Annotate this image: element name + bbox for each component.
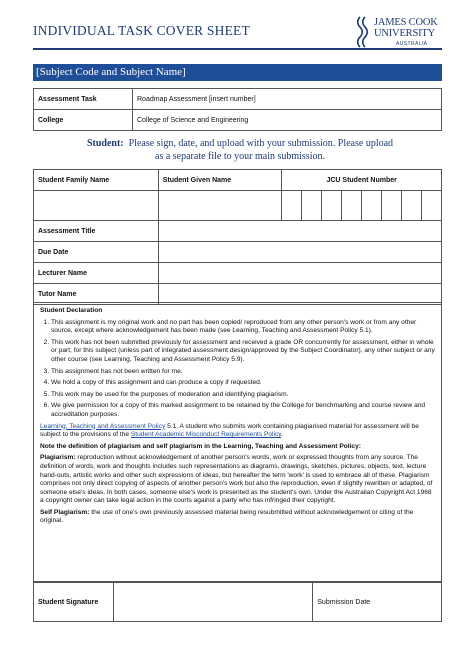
table-row [34, 583, 442, 622]
college-value[interactable]: College of Science and Engineering [133, 110, 442, 131]
table-row [34, 242, 442, 263]
list-item: 5. This work may be used for the purposes of moderation and identifying plagiarism. [51, 391, 435, 400]
list-item: 1. This assignment is my original work and no part has been copied/ reproduced from any other person's work or from any other source, except where acknowledgement has been made (see Learning, Teaching and Assessment Policy 5.1). [51, 319, 435, 336]
list-item: 2. This work has not been submitted previously for assessment and received a grade OR concurrently for assessment, either in whole or part, for this subject (unless part of integrated assessment design/approved by the Subject Coordinator), any other subject or any other course (see Learning, Teaching and Assessment Policy 5.9). [51, 339, 435, 365]
logo-text-line2: UNIVERSITY [374, 28, 435, 39]
table-row [34, 263, 442, 284]
jcu-logo-icon [356, 16, 370, 48]
given-name-label: Student Given Name [158, 170, 282, 191]
declaration-list [40, 319, 435, 420]
submission-date-label: Submission Date [317, 598, 371, 606]
assessment-task-value[interactable]: Roadmap Assessment [insert number] [133, 89, 442, 110]
note-heading: Note the definition of plagiarism and self plagiarism in the Learning, Teaching and Assessment Policy: [40, 442, 361, 450]
family-name-label: Student Family Name [34, 170, 159, 191]
jcu-digit-cell[interactable] [342, 191, 362, 221]
subject-bar: [Subject Code and Subject Name] [33, 64, 442, 81]
list-item: 3. This assignment has not been written for me. [51, 368, 435, 377]
student-declaration [33, 302, 442, 582]
assessment-table [33, 88, 442, 131]
signature-table [33, 582, 442, 622]
assessment-title-field[interactable] [158, 221, 441, 242]
student-note-lead: Student: [86, 138, 124, 149]
table-row [34, 221, 442, 242]
table-row [34, 170, 442, 191]
signature-field[interactable] [113, 583, 312, 622]
list-item: 6. We give permission for a copy of this marked assignment to be retained by the College for benchmarking and course review and accreditation purposes. [51, 402, 435, 419]
jcu-digit-cell[interactable] [362, 191, 382, 221]
header-rule [33, 48, 442, 50]
self-plagiarism-label: Self Plagiarism: [40, 508, 90, 516]
due-date-label: Due Date [34, 242, 159, 263]
given-name-field[interactable] [158, 191, 282, 221]
assessment-task-label: Assessment Task [34, 89, 133, 110]
logo-text-line3: AUSTRALIA [396, 41, 428, 47]
table-row [34, 89, 442, 110]
lecturer-name-field[interactable] [158, 263, 441, 284]
policy-end: . [281, 431, 283, 439]
self-plagiarism-text: the use of one's own previously assessed material being resubmitted without acknowledgement or citing of the original. [40, 508, 414, 525]
due-date-field[interactable] [158, 242, 441, 263]
jcu-digit-cell[interactable] [322, 191, 342, 221]
plagiarism-text: reproduction without acknowledgement of another person's words, work or expressed thoughts from any source. The definition of words, work and thoughts includes such representations as diagrams, drawings, sketches, pictures, objects, text, lecture hand-outs, artistic works and other such expressions of ideas, but hereafter the term 'work' is used to embrace all of these. Plagiarism comprises not only direct copying of aspects of another person's work but also the reproduction, even if slightly rewritten or adapted, of someone else's ideas. In both cases, someone else's work is presented as the student's own. Under the Australian Copyright Act 1968 a copyright owner can take legal action in the courts against a party who has infringed their copyright. [40, 454, 433, 505]
table-row [34, 110, 442, 131]
plagiarism-label: Plagiarism: [40, 454, 76, 462]
tutor-name-label: Tutor Name [34, 284, 159, 305]
jcu-digit-cell[interactable] [422, 191, 442, 221]
lecturer-name-label: Lecturer Name [34, 263, 159, 284]
misconduct-policy-link[interactable]: Student Academic Misconduct Requirements Policy [130, 431, 282, 439]
student-note-line2: as a separate file to your main submission. [155, 151, 325, 162]
submission-date-field[interactable] [313, 583, 442, 622]
declaration-heading: Student Declaration [40, 307, 103, 314]
university-logo [356, 16, 442, 50]
policy-link[interactable]: Learning, Teaching and Assessment Policy [40, 422, 166, 430]
signature-label: Student Signature [34, 583, 114, 622]
policy-paragraph [40, 423, 435, 440]
jcu-number-label: JCU Student Number [282, 170, 442, 191]
jcu-digit-cell[interactable] [382, 191, 402, 221]
plagiarism-paragraph [40, 454, 435, 506]
jcu-digit-cell[interactable] [302, 191, 322, 221]
student-instruction [60, 137, 420, 163]
self-plagiarism-paragraph [40, 509, 435, 526]
family-name-field[interactable] [34, 191, 159, 221]
jcu-digit-cell[interactable] [282, 191, 302, 221]
jcu-digit-cell[interactable] [402, 191, 422, 221]
list-item: 4. We hold a copy of this assignment and can produce a copy if requested. [51, 379, 435, 388]
table-row [34, 191, 442, 221]
assessment-title-label: Assessment Title [34, 221, 159, 242]
student-details-table [33, 169, 442, 305]
logo-text-line1: JAMES COOK [374, 17, 438, 28]
college-label: College [34, 110, 133, 131]
page-title: INDIVIDUAL TASK COVER SHEET [33, 23, 250, 38]
policy-text: 5.1. A student who submits work containing plagiarised material for assessment will be subject to the provisions of the [40, 422, 419, 439]
student-note-line1: Please sign, date, and upload with your submission. Please upload [128, 138, 394, 149]
